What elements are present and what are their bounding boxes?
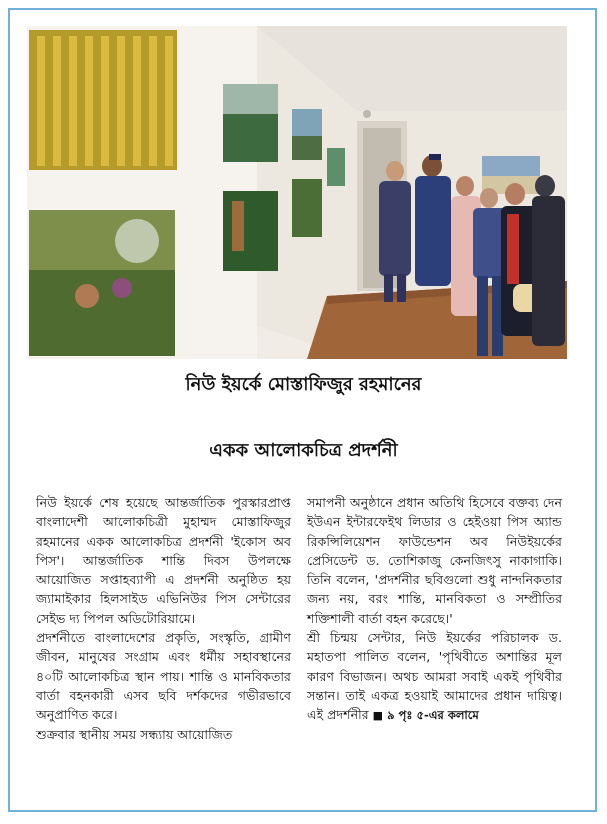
headline-line-1: নিউ ইয়র্কে মোস্তাফিজুর রহমানের: [185, 374, 422, 395]
article-column-left: [36, 493, 291, 744]
article-paragraph: নিউ ইয়র্কে শেষ হয়েছে আন্তর্জাতিক পুরস্কারপ্রাপ্ত বাংলাদেশী আলোকচিত্রী মুহাম্মদ মোস্তাফিজুর রহমানের একক আলোকচিত্র প্রদর্শনী 'ইকোস অব পিস'। আন্তর্জাতিক শান্তি দিবস উপলক্ষে আয়োজিত সপ্তাহব্যাপী এ প্রদর্শনী অনুষ্ঠিত হয় জ্যামাইকার হিলসাইড এভিনিউর পিস সেন্টারের সেইভ দ্য পিপল অডিটোরিয়ামে।: [36, 495, 291, 626]
article-paragraph: শুক্রবার স্থানীয় সময় সন্ধ্যায় আয়োজিত: [36, 726, 233, 742]
square-bullet-icon: ■: [372, 709, 384, 723]
article-paragraph-text: শ্রী চিন্ময় সেন্টার, নিউ ইয়র্কের পরিচালক ড. মহাতপা পালিত বলেন, 'পৃথিবীতে অশান্তির মূল কারণ বিভাজন। অথচ আমরা সবাই একই পৃথিবীর সন্তান। তাই একত্র হওয়াই আমাদের প্রধান দায়িত্ব। এই প্রদর্শনীর: [307, 630, 562, 723]
article-paragraph: সমাপনী অনুষ্ঠানে প্রধান অতিথি হিসেবে বক্তব্য দেন ইউএন ইন্টারফেইথ লিডার ও হেইওয়া পিস অ্যান্ড রিকন্সিলিয়েশন ফাউন্ডেশন অব নিউইয়র্কের প্রেসিডেন্ট ড. তোশিকাজু কেনজিৎসু নাকাগাকি। তিনি বলেন, 'প্রদর্শনীর ছবিগুলো শুধু নান্দনিকতার জন্য নয়, বরং শান্তি, মানবিকতা ও সম্প্রীতির শক্তিশালী বার্তা বহন করেছে।': [307, 495, 562, 626]
article-paragraph: প্রদর্শনীতে বাংলাদেশের প্রকৃতি, সংস্কৃতি, গ্রামীণ জীবন, মানুষের সংগ্রাম এবং ধর্মীয় সহাবস্থানের ৪০টি আলোকচিত্র স্থান পায়। শান্তি ও মানবিকতার বার্তা বহনকারী এসব ছবি দর্শকদের গভীরভাবে অনুপ্রাণিত করে।: [36, 630, 291, 723]
continuation-reference: ৯ পৃঃ ৫-এর কলামে: [387, 708, 479, 723]
exhibition-photo: [27, 26, 567, 359]
article-column-right: [307, 493, 562, 726]
article-paragraph: [307, 628, 562, 725]
headline-line-2: একক আলোকচিত্র প্রদর্শনী: [209, 440, 398, 461]
